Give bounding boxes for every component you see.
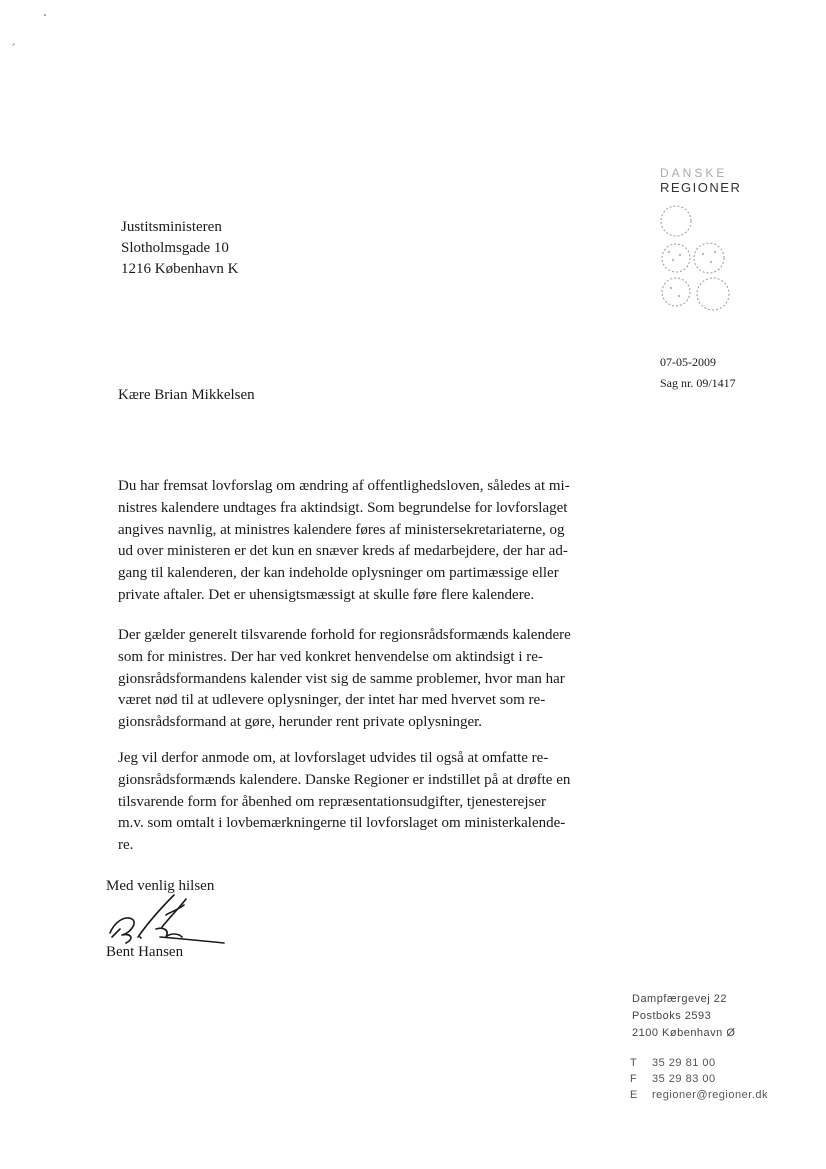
footer-address: [632, 991, 735, 1042]
text-line: gionsrådsformandens kalender vist sig de samme problemer, hvor man har: [118, 670, 565, 687]
body-paragraph-2: [118, 625, 608, 734]
phone-label: T: [630, 1057, 638, 1069]
text-line: gionsrådsformænds kalendere. Danske Regioner er indstillet på at drøfte en: [118, 771, 571, 788]
logo-wordmark-top: DANSKE: [660, 166, 728, 180]
text-line: Jeg vil derfor anmode om, at lovforslaget udvides til også at omfatte re-: [118, 750, 549, 766]
email-label: E: [630, 1089, 638, 1101]
text-line: angives navnlig, at ministres kalendere føres af ministersekretariaterne, og: [118, 521, 565, 538]
footer-city: 2100 København Ø: [632, 1027, 736, 1039]
body-paragraph-3: [118, 748, 608, 857]
text-line: Der gælder generelt tilsvarende forhold for regionsrådsformænds kalendere: [118, 627, 571, 643]
body-paragraph-1: [118, 476, 608, 607]
fax-label: F: [630, 1073, 638, 1085]
footer-email: [630, 1087, 768, 1103]
recipient-street: Slotholmsgade 10: [121, 240, 229, 256]
signer-name: Bent Hansen: [106, 944, 184, 960]
scan-speck: [12, 43, 15, 46]
logo-wordmark-bottom: REGIONER: [660, 180, 742, 195]
fax-number: 35 29 83 00: [652, 1073, 716, 1085]
recipient-name: Justitsministeren: [121, 219, 222, 235]
text-line: tilsvarende form for åbenhed om repræsentationsudgifter, tjenesterejser: [118, 793, 546, 810]
footer-phone: [630, 1055, 768, 1071]
case-number: Sag nr. 09/1417: [660, 376, 736, 390]
text-line: som for ministres. Der har ved konkret henvendelse om aktindsigt i re-: [118, 648, 543, 665]
text-line: private aftaler. Det er uhensigtsmæssigt at skulle føre flere kalendere.: [118, 586, 535, 603]
handwritten-signature-icon: [104, 893, 229, 948]
recipient-city: 1216 København K: [121, 261, 239, 277]
danske-regioner-logo-icon: [655, 200, 745, 315]
text-line: re.: [118, 837, 134, 854]
letter-date: 07-05-2009: [660, 355, 716, 369]
text-line: m.v. som omtalt i lovbemærkningerne til lovforslaget om ministerkalende-: [118, 815, 566, 832]
footer-fax: [630, 1071, 768, 1087]
text-line: ud over ministeren er det kun en snæver kreds af medarbejdere, der har ad-: [118, 543, 568, 560]
scan-speck: [44, 14, 46, 16]
text-line: nistres kalendere undtages fra aktindsigt. Som begrundelse for lovforslaget: [118, 499, 568, 516]
salutation: Kære Brian Mikkelsen: [118, 387, 255, 403]
recipient-address: [121, 217, 238, 280]
footer-contact: [630, 1055, 768, 1103]
text-line: været nød til at udlevere oplysninger, der intet har med hvervet som re-: [118, 692, 546, 709]
closing: Med venlig hilsen: [106, 878, 215, 894]
text-line: gang til kalenderen, der kan indeholde oplysninger om partimæssige eller: [118, 565, 559, 582]
email-address: regioner@regioner.dk: [652, 1089, 768, 1101]
phone-number: 35 29 81 00: [652, 1057, 716, 1069]
footer-pobox: Postboks 2593: [632, 1010, 712, 1022]
footer-street: Dampfærgevej 22: [632, 993, 727, 1005]
text-line: gionsrådsformand at gøre, herunder rent private oplysninger.: [118, 714, 483, 731]
text-line: Du har fremsat lovforslag om ændring af offentlighedsloven, således at mi-: [118, 478, 570, 494]
